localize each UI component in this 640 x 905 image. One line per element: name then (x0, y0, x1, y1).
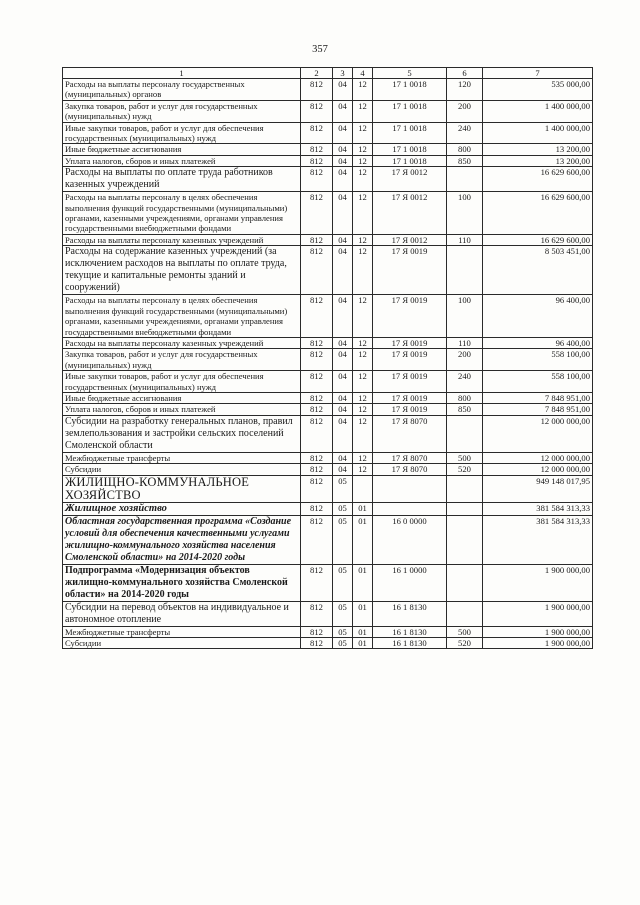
row-ministry-code: 812 (301, 392, 333, 403)
row-target-article: 17 1 0018 (373, 122, 447, 144)
row-name: Уплата налогов, сборов и иных платежей (63, 155, 301, 166)
row-target-article: 17 Я 0012 (373, 192, 447, 235)
row-amount: 96 400,00 (483, 295, 593, 338)
row-name: Межбюджетные трансферты (63, 452, 301, 463)
table-row (63, 392, 593, 403)
row-target-article: 17 1 0018 (373, 100, 447, 122)
row-section-code: 05 (333, 626, 353, 637)
row-ministry-code: 812 (301, 515, 333, 564)
row-subsection-code: 12 (353, 100, 373, 122)
row-amount: 949 148 017,95 (483, 475, 593, 502)
row-ministry-code: 812 (301, 601, 333, 626)
header-col-5: 5 (373, 68, 447, 79)
table-row (63, 475, 593, 502)
row-amount: 12 000 000,00 (483, 452, 593, 463)
row-ministry-code: 812 (301, 415, 333, 452)
row-expense-type: 500 (447, 452, 483, 463)
row-subsection-code: 12 (353, 192, 373, 235)
row-expense-type (447, 246, 483, 295)
row-expense-type: 100 (447, 295, 483, 338)
row-section-code: 04 (333, 295, 353, 338)
row-name: Расходы на выплаты персоналу казенных учреждений (63, 337, 301, 348)
row-target-article: 17 Я 0012 (373, 234, 447, 245)
row-expense-type: 240 (447, 371, 483, 393)
row-subsection-code: 12 (353, 452, 373, 463)
row-name: Субсидии на разработку генеральных планов, правил землепользования и застройки сельских поселений Смоленской области (63, 415, 301, 452)
row-subsection-code: 12 (353, 246, 373, 295)
table-row (63, 122, 593, 144)
row-name: Межбюджетные трансферты (63, 626, 301, 637)
row-target-article: 17 1 0018 (373, 79, 447, 101)
row-name: Уплата налогов, сборов и иных платежей (63, 404, 301, 415)
row-subsection-code: 12 (353, 349, 373, 371)
table-row (63, 502, 593, 515)
table-row (63, 246, 593, 295)
row-ministry-code: 812 (301, 626, 333, 637)
table-row (63, 371, 593, 393)
row-name: Расходы на выплаты по оплате труда работников казенных учреждений (63, 167, 301, 192)
row-ministry-code: 812 (301, 337, 333, 348)
row-section-code: 04 (333, 167, 353, 192)
row-name: Закупка товаров, работ и услуг для государственных (муниципальных) нужд (63, 100, 301, 122)
table-row (63, 464, 593, 475)
row-subsection-code: 12 (353, 234, 373, 245)
row-ministry-code: 812 (301, 452, 333, 463)
row-section-code: 04 (333, 371, 353, 393)
row-name: Иные бюджетные ассигнования (63, 392, 301, 403)
row-target-article: 17 Я 0019 (373, 404, 447, 415)
row-amount: 1 400 000,00 (483, 100, 593, 122)
row-ministry-code: 812 (301, 371, 333, 393)
table-row (63, 564, 593, 601)
row-target-article: 16 0 0000 (373, 515, 447, 564)
row-amount: 96 400,00 (483, 337, 593, 348)
header-col-2: 2 (301, 68, 333, 79)
row-ministry-code: 812 (301, 404, 333, 415)
row-ministry-code: 812 (301, 502, 333, 515)
row-target-article: 17 Я 8070 (373, 415, 447, 452)
row-section-code: 04 (333, 234, 353, 245)
row-ministry-code: 812 (301, 637, 333, 648)
row-name: Субсидии на перевод объектов на индивидуальное и автономное отопление (63, 601, 301, 626)
row-amount: 381 584 313,33 (483, 515, 593, 564)
header-col-4: 4 (353, 68, 373, 79)
row-subsection-code: 01 (353, 515, 373, 564)
row-section-code: 04 (333, 79, 353, 101)
table-row (63, 337, 593, 348)
row-ministry-code: 812 (301, 79, 333, 101)
row-target-article: 16 1 8130 (373, 601, 447, 626)
header-col-3: 3 (333, 68, 353, 79)
row-subsection-code: 01 (353, 601, 373, 626)
row-name: Областная государственная программа «Создание условий для обеспечения качественными услугами жилищно-коммунального хозяйства населения Смоленской области» на 2014-2020 годы (63, 515, 301, 564)
row-amount: 13 200,00 (483, 155, 593, 166)
row-name: Расходы на выплаты персоналу казенных учреждений (63, 234, 301, 245)
row-amount: 1 900 000,00 (483, 626, 593, 637)
row-expense-type (447, 502, 483, 515)
row-expense-type (447, 601, 483, 626)
row-amount: 16 629 600,00 (483, 167, 593, 192)
row-amount: 12 000 000,00 (483, 415, 593, 452)
table-row (63, 452, 593, 463)
row-target-article: 16 1 8130 (373, 626, 447, 637)
row-expense-type (447, 475, 483, 502)
page-number: 357 (312, 44, 328, 55)
row-section-code: 05 (333, 515, 353, 564)
row-section-code: 05 (333, 564, 353, 601)
row-name: Подпрограмма «Модернизация объектов жилищно-коммунального хозяйства Смоленской области» на 2014-2020 годы (63, 564, 301, 601)
row-expense-type: 110 (447, 337, 483, 348)
row-name: Жилищное хозяйство (63, 502, 301, 515)
row-target-article: 16 1 8130 (373, 637, 447, 648)
row-target-article: 17 Я 0012 (373, 167, 447, 192)
row-subsection-code: 01 (353, 502, 373, 515)
row-ministry-code: 812 (301, 234, 333, 245)
row-target-article: 16 1 0000 (373, 564, 447, 601)
table-row (63, 144, 593, 155)
row-subsection-code: 12 (353, 337, 373, 348)
row-section-code: 04 (333, 246, 353, 295)
row-target-article: 17 1 0018 (373, 144, 447, 155)
row-subsection-code: 12 (353, 392, 373, 403)
table-row (63, 349, 593, 371)
row-section-code: 04 (333, 144, 353, 155)
row-section-code: 04 (333, 192, 353, 235)
row-subsection-code: 12 (353, 415, 373, 452)
row-subsection-code: 12 (353, 371, 373, 393)
row-section-code: 05 (333, 475, 353, 502)
row-target-article: 17 Я 0019 (373, 392, 447, 403)
row-ministry-code: 812 (301, 246, 333, 295)
table-row (63, 415, 593, 452)
row-subsection-code: 12 (353, 155, 373, 166)
row-ministry-code: 812 (301, 475, 333, 502)
row-expense-type: 200 (447, 349, 483, 371)
row-target-article: 17 1 0018 (373, 155, 447, 166)
row-section-code: 04 (333, 452, 353, 463)
row-ministry-code: 812 (301, 100, 333, 122)
row-name: Иные закупки товаров, работ и услуг для обеспечения государственных (муниципальных) нужд (63, 122, 301, 144)
row-subsection-code: 12 (353, 122, 373, 144)
row-expense-type (447, 515, 483, 564)
row-expense-type: 520 (447, 464, 483, 475)
row-section-code: 04 (333, 349, 353, 371)
row-ministry-code: 812 (301, 192, 333, 235)
budget-table (62, 67, 593, 649)
row-amount: 7 848 951,00 (483, 392, 593, 403)
row-ministry-code: 812 (301, 122, 333, 144)
table-row (63, 79, 593, 101)
row-amount: 1 900 000,00 (483, 601, 593, 626)
row-name: Расходы на выплаты персоналу государственных (муниципальных) органов (63, 79, 301, 101)
row-expense-type: 800 (447, 144, 483, 155)
row-expense-type: 850 (447, 404, 483, 415)
row-ministry-code: 812 (301, 349, 333, 371)
header-col-1: 1 (63, 68, 301, 79)
row-amount: 381 584 313,33 (483, 502, 593, 515)
row-section-code: 04 (333, 392, 353, 403)
row-ministry-code: 812 (301, 564, 333, 601)
row-section-code: 05 (333, 502, 353, 515)
table-header-row (63, 68, 593, 79)
table-row (63, 234, 593, 245)
row-amount: 1 900 000,00 (483, 564, 593, 601)
row-target-article: 17 Я 0019 (373, 371, 447, 393)
table-row (63, 637, 593, 648)
table-row (63, 626, 593, 637)
row-ministry-code: 812 (301, 155, 333, 166)
row-name: Расходы на содержание казенных учреждений (за исключением расходов на выплаты по оплате труда, текущие и капитальные ремонты зданий и сооружений) (63, 246, 301, 295)
row-subsection-code: 12 (353, 167, 373, 192)
row-amount: 558 100,00 (483, 349, 593, 371)
row-ministry-code: 812 (301, 464, 333, 475)
row-name: Субсидии (63, 464, 301, 475)
row-section-code: 04 (333, 100, 353, 122)
row-name: Иные закупки товаров, работ и услуг для обеспечения государственных (муниципальных) нужд (63, 371, 301, 393)
row-expense-type: 200 (447, 100, 483, 122)
row-expense-type: 800 (447, 392, 483, 403)
row-section-code: 04 (333, 337, 353, 348)
row-target-article: 17 Я 0019 (373, 246, 447, 295)
row-expense-type (447, 564, 483, 601)
row-target-article: 17 Я 0019 (373, 295, 447, 338)
row-expense-type (447, 415, 483, 452)
row-subsection-code: 12 (353, 404, 373, 415)
row-amount: 16 629 600,00 (483, 192, 593, 235)
table-row (63, 100, 593, 122)
row-subsection-code: 01 (353, 626, 373, 637)
row-expense-type: 240 (447, 122, 483, 144)
row-target-article: 17 Я 8070 (373, 464, 447, 475)
row-subsection-code: 12 (353, 295, 373, 338)
row-amount: 7 848 951,00 (483, 404, 593, 415)
row-amount: 1 900 000,00 (483, 637, 593, 648)
row-target-article: 17 Я 8070 (373, 452, 447, 463)
table-row (63, 167, 593, 192)
row-subsection-code: 12 (353, 464, 373, 475)
row-expense-type: 120 (447, 79, 483, 101)
row-amount: 8 503 451,00 (483, 246, 593, 295)
row-section-code: 04 (333, 404, 353, 415)
row-section-code: 04 (333, 464, 353, 475)
row-amount: 12 000 000,00 (483, 464, 593, 475)
table-row (63, 155, 593, 166)
row-expense-type: 100 (447, 192, 483, 235)
row-amount: 535 000,00 (483, 79, 593, 101)
row-name: ЖИЛИЩНО-КОММУНАЛЬНОЕ ХОЗЯЙСТВО (63, 475, 301, 502)
row-target-article: 17 Я 0019 (373, 349, 447, 371)
row-expense-type (447, 167, 483, 192)
row-subsection-code: 12 (353, 79, 373, 101)
row-target-article: 17 Я 0019 (373, 337, 447, 348)
row-ministry-code: 812 (301, 167, 333, 192)
row-name: Расходы на выплаты персоналу в целях обеспечения выполнения функций государственными (муниципальными) органами, казенными учреждениями, органами управления государственными внебюджетными фондами (63, 192, 301, 235)
row-amount: 1 400 000,00 (483, 122, 593, 144)
row-section-code: 04 (333, 122, 353, 144)
row-expense-type: 520 (447, 637, 483, 648)
table-row (63, 601, 593, 626)
row-expense-type: 110 (447, 234, 483, 245)
row-ministry-code: 812 (301, 144, 333, 155)
table-row (63, 515, 593, 564)
row-section-code: 05 (333, 601, 353, 626)
row-ministry-code: 812 (301, 295, 333, 338)
row-subsection-code (353, 475, 373, 502)
row-name: Закупка товаров, работ и услуг для государственных (муниципальных) нужд (63, 349, 301, 371)
table-row (63, 295, 593, 338)
table-row (63, 192, 593, 235)
row-target-article (373, 502, 447, 515)
row-amount: 558 100,00 (483, 371, 593, 393)
row-target-article (373, 475, 447, 502)
row-subsection-code: 01 (353, 564, 373, 601)
row-section-code: 04 (333, 155, 353, 166)
row-amount: 16 629 600,00 (483, 234, 593, 245)
header-col-7: 7 (483, 68, 593, 79)
row-section-code: 05 (333, 637, 353, 648)
row-name: Иные бюджетные ассигнования (63, 144, 301, 155)
row-amount: 13 200,00 (483, 144, 593, 155)
row-subsection-code: 01 (353, 637, 373, 648)
row-name: Расходы на выплаты персоналу в целях обеспечения выполнения функций государственными (муниципальными) органами, казенными учреждениями, органами управления государственными внебюджетными фондами (63, 295, 301, 338)
row-expense-type: 850 (447, 155, 483, 166)
table-row (63, 404, 593, 415)
row-subsection-code: 12 (353, 144, 373, 155)
header-col-6: 6 (447, 68, 483, 79)
row-expense-type: 500 (447, 626, 483, 637)
row-name: Субсидии (63, 637, 301, 648)
row-section-code: 04 (333, 415, 353, 452)
